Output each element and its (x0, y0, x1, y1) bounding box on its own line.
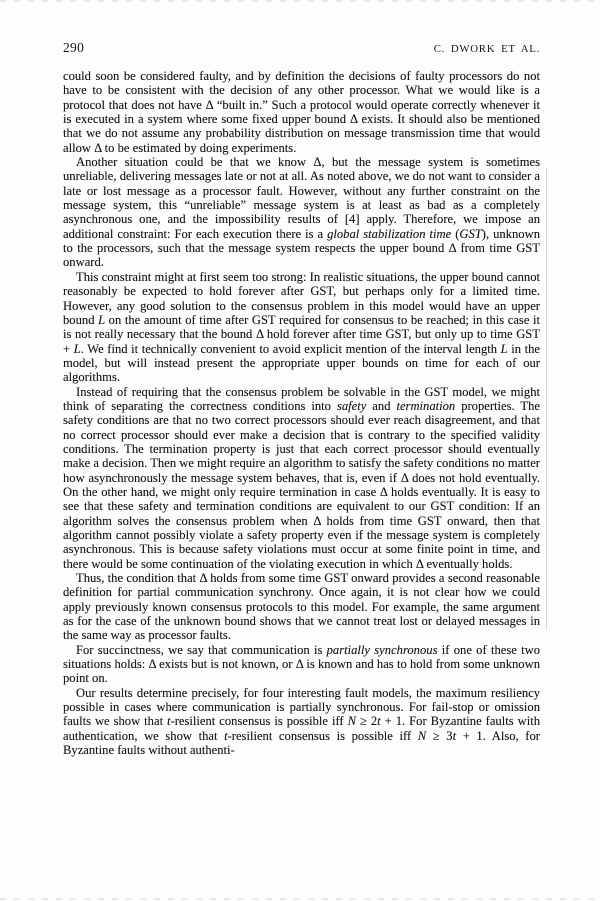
italic-text-segment: N (347, 714, 356, 729)
scan-artifact-vertical-line (546, 168, 547, 630)
article-body (63, 69, 540, 758)
text-segment: ), unknown to the processors, such that the message system respects the upper bound Δ from time GST onward. (63, 226, 540, 270)
text-segment: properties. The safety conditions are that no two correct processors should ever reach disagreement, and that no correct processor should ever make a decision that is contrary to the specified validity conditions. The termination property is just that each correct processor should eventually make a decision. Then we might require an algorithm to satisfy the safety conditions no matter how asynchronously the message system behaves, that is, even if Δ does not hold eventually. On the other hand, we might only require termination in case Δ holds eventually. It is easy to see that these safety and termination conditions are equivalent to our GST condition: If an algorithm solves the consensus problem when Δ holds from time GST onward, then that algorithm cannot possibly violate a safety property even if the message system is completely asynchronous. This is because safety violations must occur at some finite point in time, and there would be some continuation of the violating execution in which Δ eventually holds. (63, 398, 541, 571)
text-segment: -resilient consensus is possible iff (227, 728, 418, 743)
paragraph (63, 571, 540, 643)
italic-text-segment: t (377, 714, 381, 729)
italic-text-segment: L (73, 341, 81, 356)
italic-text-segment: t (167, 714, 171, 729)
text-segment: in the model, but will instead present the appropriate upper bounds on time for each of our algorithms. (63, 341, 540, 385)
text-segment: -resilient consensus is possible iff (170, 714, 348, 729)
text-segment: and (366, 398, 397, 413)
italic-text-segment: t (452, 728, 457, 743)
text-segment: Our results determine precisely, for four interesting fault models, the maximum resiliency possible in cases where communication is partially synchronous. For fail-stop or omission faults we show that (63, 685, 540, 729)
scan-artifact-bottom-edge (0, 898, 600, 900)
text-segment: on the amount of time after GST required for consensus to be reached; in this case it is not really necessary that the bound Δ hold forever after time GST, but only up to time GST + (63, 312, 540, 356)
text-segment: Instead of requiring that the consensus problem be solvable in the GST model, we might think of separating the correctness conditions into (63, 384, 540, 413)
text-segment: This constraint might at first seem too strong: In realistic situations, the upper bound cannot reasonably be expected to hold forever after GST, but perhaps only for a limited time. However, any good solution to the consensus problem in this model would have an upper bound (63, 269, 540, 327)
scan-artifact-top-edge (0, 0, 600, 2)
text-segment: + 1. Also, for Byzantine faults without authenti- (63, 728, 540, 758)
text-segment: if one of these two situations holds: Δ exists but is not known, or Δ is known and has to hold from some unknown point on. (63, 642, 540, 686)
running-head-authors: C. DWORK ET AL. (433, 43, 540, 55)
text-segment: ≥ 2 (356, 714, 378, 729)
italic-text-segment: termination (396, 398, 456, 413)
text-segment: ≥ 3 (426, 728, 453, 743)
paragraph (63, 643, 540, 686)
text-segment: . We find it technically convenient to avoid explicit mention of the interval length (80, 341, 501, 356)
text-segment: + 1. For Byzantine faults with authentication, we show that (63, 714, 540, 743)
page-number: 290 (63, 40, 85, 55)
paragraph (63, 69, 540, 155)
text-segment: Another situation could be that we know Δ, but the message system is sometimes unreliable, delivering messages late or not at all. As noted above, we do not want to consider a late or lost message as a processor fault. However, without any further constraint on the message system, this “unreliable” message system is at least as bad as a completely asynchronous one, and the impossibility results of [4] apply. Therefore, we impose an additional constraint: For each execution there is a (63, 155, 540, 241)
running-header (63, 40, 540, 56)
text-segment: ( (451, 226, 460, 241)
italic-text-segment: t (224, 728, 228, 743)
text-segment: For succinctness, we say that communication is (76, 642, 327, 657)
italic-text-segment: global stabilization time (327, 226, 452, 241)
paragraph (63, 155, 540, 270)
paragraph (63, 385, 540, 571)
italic-text-segment: L (98, 312, 106, 327)
italic-text-segment: GST (459, 226, 482, 241)
italic-text-segment: partially synchronous (326, 642, 438, 657)
italic-text-segment: safety (336, 398, 367, 413)
italic-text-segment: L (500, 341, 508, 356)
text-segment: Thus, the condition that Δ holds from some time GST onward provides a second reasonable definition for partial communication synchrony. Once again, it is not clear how we could apply previously known consensus protocols to this model. For example, the same argument as for the case of the unknown bound shows that we cannot treat lost or delayed messages in the same way as processor faults. (63, 571, 540, 643)
italic-text-segment: N (417, 728, 427, 743)
paragraph (63, 686, 540, 758)
text-segment: could soon be considered faulty, and by definition the decisions of faulty processors do not have to be consistent with the decision of any other processor. What we would like is a protocol that does not have Δ “built in.” Such a protocol would operate correctly whenever it is executed in a system where some fixed upper bound Δ exists. It should also be mentioned that we do not assume any probability distribution on message transmission time that would allow Δ to be estimated by doing experiments. (63, 69, 540, 155)
paragraph (63, 270, 540, 385)
